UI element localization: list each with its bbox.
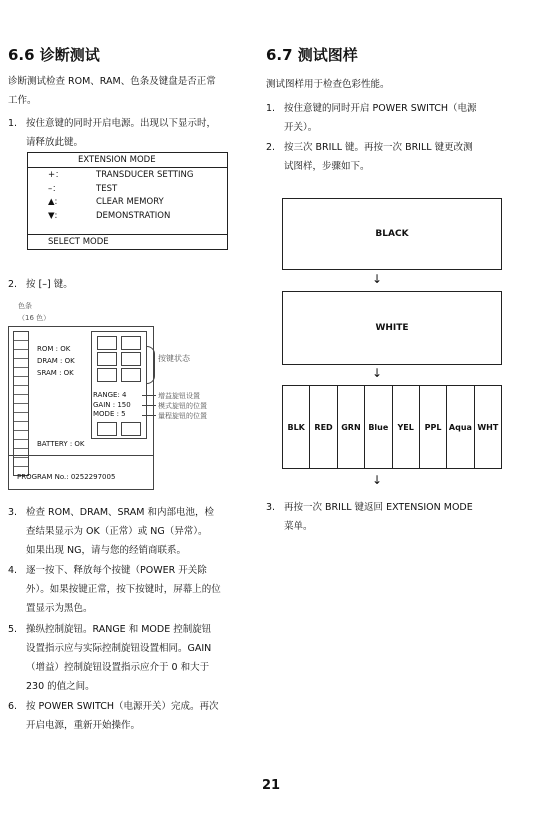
step1-text: 按住意键的同时开启电源。出现以下显示时， 请释放此键。 — [26, 118, 217, 148]
gain-value: GAIN : 150 — [93, 400, 131, 409]
key-state-bracket — [146, 346, 155, 384]
step-number: 6. — [8, 701, 18, 712]
down-arrow-icon: ↓ — [372, 473, 383, 487]
step-number: 1. — [266, 103, 276, 114]
range-value: RANGE: 4 — [93, 391, 127, 399]
color-bar-label: 色条 （16 色） — [18, 302, 51, 322]
color-bar-grn: GRN — [337, 386, 364, 468]
diagnostic-screen — [8, 326, 154, 490]
key-state-panel — [91, 331, 147, 439]
step-number: 3. — [266, 502, 276, 513]
callout-line — [142, 395, 156, 396]
menu-item-test: TEST — [96, 183, 118, 194]
dram-result: DRAM : OK — [37, 357, 75, 365]
extension-mode-screen — [27, 152, 228, 250]
color-bar-ppl: PPL — [419, 386, 446, 468]
test-pattern-intro: 测试图样用于检查色彩性能。 — [266, 79, 390, 90]
mode-value: MODE : 5 — [93, 410, 126, 418]
menu-divider — [28, 167, 227, 168]
menu-divider — [28, 234, 227, 235]
black-pattern-box — [282, 198, 502, 270]
step-number: 2. — [266, 142, 276, 153]
diagnostic-intro: 诊断测试检查 ROM、RAM、色条及键盘是否正常 工作。 — [8, 76, 216, 106]
down-arrow-icon: ↓ — [372, 366, 383, 380]
color-bar-red: RED — [309, 386, 336, 468]
menu-item-transducer-setting: TRANSDUCER SETTING — [96, 170, 194, 180]
callout-line — [142, 415, 156, 416]
color-bar-aqua: Aqua — [446, 386, 473, 468]
pattern-step2-text: 按三次 BRILL 键。再按一次 BRILL 键更改测 试图样，步骤如下。 — [284, 142, 473, 172]
white-pattern-box — [282, 291, 502, 365]
callout-line — [142, 405, 156, 406]
page-number: 21 — [261, 778, 281, 793]
step-number: 3. — [8, 507, 18, 518]
menu-keys: +： –： ▲: ▼: — [48, 170, 64, 221]
section-heading-diagnostic: 6.6 诊断测试 — [8, 46, 100, 64]
pattern-step1-text: 按住意键的同时开启 POWER SWITCH（电源 开关）。 — [284, 103, 477, 133]
color-bar-blue: Blue — [364, 386, 391, 468]
step-number: 1. — [8, 118, 18, 129]
step4-text: 逐一按下、释放每个按键（POWER 开关除 外）。如果按键正常，按下按键时，屏幕上的位 置显示为黑色。 — [26, 565, 221, 614]
menu-item-demonstration: DEMONSTRATION — [96, 210, 171, 221]
down-arrow-icon: ↓ — [372, 272, 383, 286]
battery-result: BATTERY : OK — [37, 440, 85, 448]
section-heading-test-pattern: 6.7 测试图样 — [266, 46, 358, 64]
key-state-label: 按键状态 — [158, 354, 190, 363]
menu-labels — [96, 169, 193, 223]
step-number: 2. — [8, 279, 18, 290]
menu-footer: SELECT MODE — [48, 237, 109, 247]
menu-item-clear-memory: CLEAR MEMORY — [96, 197, 164, 207]
black-pattern-label: BLACK — [375, 229, 409, 239]
step3-text: 检查 ROM、DRAM、SRAM 和内部电池，检 查结果显示为 OK（正常）或 NG（异常）。 如果出现 NG，请与您的经销商联系。 — [26, 507, 214, 556]
pattern-step3-text: 再按一次 BRILL 键返回 EXTENSION MODE 菜单。 — [284, 502, 473, 532]
color-bar-pattern — [282, 385, 502, 469]
sram-result: SRAM : OK — [37, 369, 74, 377]
knob-values — [93, 391, 131, 420]
step-number: 5. — [8, 624, 18, 635]
rom-result: ROM : OK — [37, 345, 71, 353]
program-number: PROGRAM No.: 0252297005 — [17, 473, 116, 481]
screen-divider — [9, 455, 153, 456]
knob-notes: 增益旋钮设置 模式旋钮的位置 量程旋钮的位置 — [158, 392, 207, 420]
step6-text: 按 POWER SWITCH（电源开关）完成。再次 开启电源，重新开始操作。 — [26, 701, 219, 731]
color-bar-blk: BLK — [287, 422, 305, 432]
color-bar-yel: YEL — [392, 386, 419, 468]
step2-text: 按 [–] 键。 — [26, 279, 73, 290]
step-number: 4. — [8, 565, 18, 576]
memory-results — [37, 343, 75, 379]
color-bar-wht: WHT — [474, 386, 501, 468]
menu-title: EXTENSION MODE — [78, 155, 156, 165]
step5-text: 操纵控制旋钮。RANGE 和 MODE 控制旋钮 设置指示应与实际控制旋钮设置相同。GAIN （增益）控制旋钮设置指示应介于 0 和大于 230 的值之间。 — [26, 624, 212, 692]
white-pattern-label: WHITE — [375, 323, 409, 333]
